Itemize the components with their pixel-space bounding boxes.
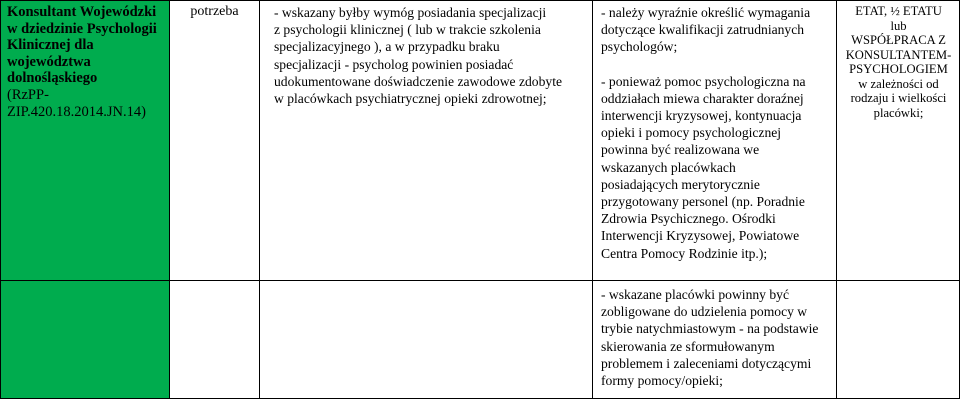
employment-line: ETAT, ½ ETATU bbox=[855, 4, 942, 18]
recommendation-line: - należy wyraźnie określić wymagania bbox=[601, 5, 811, 20]
consultant-line: w dziedzinie Psychologii bbox=[7, 20, 157, 37]
recommendation-line: wskazanych placówkach bbox=[601, 159, 736, 175]
empty-cell bbox=[170, 281, 260, 399]
empty-cell bbox=[260, 281, 593, 399]
recommendation-line: dotyczące kwalifikacji zatrudnianych bbox=[601, 22, 805, 38]
qualification-line: specjalizacyjnego ), a w przypadku braku bbox=[274, 39, 500, 55]
recommendation-paragraph-1 bbox=[601, 4, 830, 56]
employment-line: KONSULTANTEM- bbox=[845, 47, 952, 62]
recommendation-line: formy pomocy/opieki; bbox=[601, 373, 723, 389]
recommendations-cell bbox=[593, 1, 837, 281]
consultant-line: Konsultant Wojewódzki bbox=[7, 4, 157, 20]
qualification-line: specjalizacji - psycholog powinien posiadać bbox=[274, 56, 514, 72]
recommendation-line: opieki i pomocy psychologicznej bbox=[601, 125, 782, 141]
empty-cell bbox=[837, 281, 960, 399]
consultant-cell bbox=[1, 1, 170, 281]
recommendation-line: - wskazane placówki powinny być bbox=[601, 287, 789, 302]
recommendation-line: Interwencji Kryzysowej, Powiatowe bbox=[601, 228, 800, 244]
consultant-line: Klinicznej dla bbox=[7, 37, 94, 54]
recommendation-line: posiadających merytorycznie bbox=[601, 176, 760, 192]
recommendation-line: skierowania ze sformułowanym bbox=[601, 338, 775, 354]
reference-line: (RzPP- bbox=[7, 86, 49, 103]
qualification-line: - wskazany byłby wymóg posiadania specjalizacji bbox=[274, 5, 547, 20]
recommendation-line: psychologów; bbox=[601, 39, 678, 55]
consultant-cell-continuation bbox=[1, 281, 170, 399]
recommendation-line: przygotowany personel (np. Poradnie bbox=[601, 194, 805, 210]
recommendation-line: oddziałach miewa charakter doraźnej bbox=[601, 90, 804, 106]
recommendation-line: powinna być realizowana we bbox=[601, 142, 760, 158]
qualification-line: udokumentowane doświadczenie zawodowe zdobyte bbox=[274, 73, 563, 89]
table-row bbox=[1, 1, 960, 281]
employment-line: WSPÓŁPRACA Z bbox=[851, 33, 946, 47]
qualification-line: z psychologii klinicznej ( lub w trakcie szkolenia bbox=[274, 22, 541, 38]
consultant-line: województwa bbox=[7, 53, 91, 70]
qualification-line: w placówkach psychiatrycznej opieki zdrowotnej; bbox=[274, 91, 547, 107]
recommendation-line: Centra Pomocy Rodzinie itp.); bbox=[601, 245, 768, 261]
employment-line: lub bbox=[890, 18, 907, 33]
qualification-cell bbox=[260, 1, 593, 281]
reference-line: ZIP.420.18.2014.JN.14) bbox=[7, 103, 146, 120]
recommendation-line: zobligowane do udzielenia pomocy w bbox=[601, 304, 808, 320]
recommendation-line: - ponieważ pomoc psychologiczna na bbox=[601, 73, 806, 89]
recommendation-paragraph-2 bbox=[601, 73, 830, 262]
consultant-line: dolnośląskiego bbox=[7, 70, 98, 87]
recommendation-line: trybie natychmiastowym - na podstawie bbox=[601, 321, 819, 337]
recommendation-line: Zdrowia Psychicznego. Ośrodki bbox=[601, 211, 776, 227]
employment-line: w zależności od bbox=[858, 76, 939, 91]
need-label: potrzeba bbox=[190, 4, 239, 19]
employment-form-cell bbox=[837, 1, 960, 281]
recommendation-line: problemem i zaleceniami dotyczącymi bbox=[601, 355, 812, 371]
table-row bbox=[1, 281, 960, 399]
employment-line: placówki; bbox=[873, 105, 924, 120]
recommendation-paragraph-3 bbox=[601, 286, 830, 389]
employment-line: rodzaju i wielkości bbox=[850, 91, 947, 105]
recommendation-line: interwencji kryzysowej, kontynuacja bbox=[601, 108, 802, 124]
recommendations-cell-continuation bbox=[593, 281, 837, 399]
need-cell bbox=[170, 1, 260, 281]
employment-line: PSYCHOLOGIEM bbox=[849, 62, 948, 76]
